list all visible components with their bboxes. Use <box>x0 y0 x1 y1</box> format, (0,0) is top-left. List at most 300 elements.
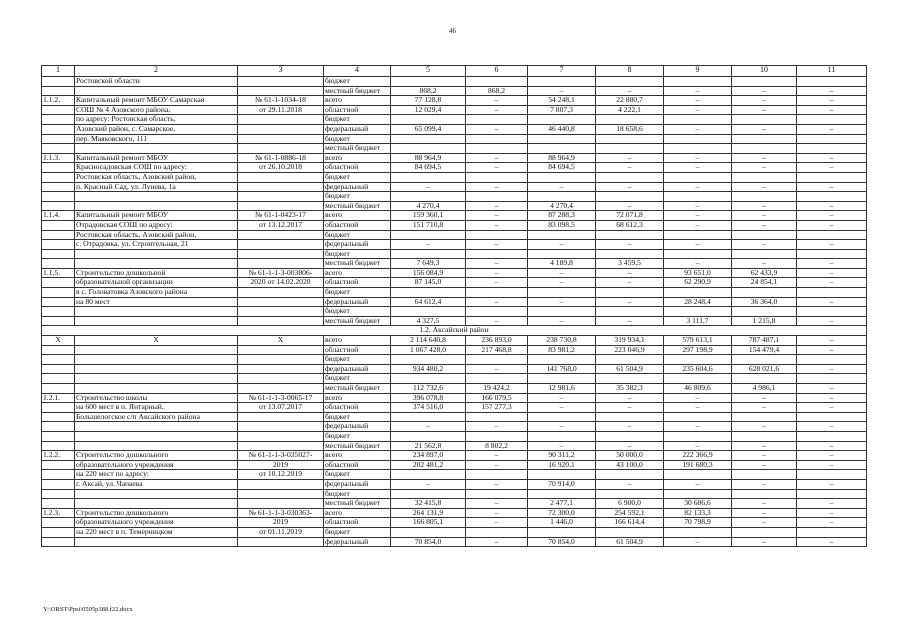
object-name: Ростовская область, Азовский район, <box>75 172 238 182</box>
amount-cell <box>528 288 596 298</box>
page-number: 46 <box>449 27 456 35</box>
column-header: 1 <box>42 66 75 77</box>
amount-cell <box>528 115 596 125</box>
amount-cell <box>528 249 596 259</box>
item-number <box>42 460 75 470</box>
item-number <box>42 412 75 422</box>
section-title: 1.2. Аксайский район <box>42 326 867 336</box>
amount-cell: – <box>732 479 797 489</box>
table-row <box>42 172 867 182</box>
budget-source: областной <box>324 460 391 470</box>
item-number <box>42 278 75 288</box>
amount-cell: – <box>797 451 867 461</box>
amount-cell <box>797 412 867 422</box>
amount-cell <box>664 230 732 240</box>
amount-cell <box>797 288 867 298</box>
item-number: 1.1.3. <box>42 153 75 163</box>
amount-cell <box>596 172 664 182</box>
amount-cell: – <box>528 422 596 432</box>
amount-cell: 1 067 428,0 <box>391 345 466 355</box>
object-name <box>75 489 238 499</box>
amount-cell: – <box>596 163 664 173</box>
amount-cell: 70 854,0 <box>528 537 596 547</box>
amount-cell: 62 433,9 <box>732 268 797 278</box>
amount-cell: – <box>797 220 867 230</box>
budget-source: всего <box>324 451 391 461</box>
amount-cell: – <box>466 460 528 470</box>
amount-cell: – <box>466 96 528 106</box>
table-row <box>42 124 867 134</box>
amount-cell: 84 694,5 <box>391 163 466 173</box>
amount-cell: 68 612,3 <box>596 220 664 230</box>
document-reference <box>238 412 324 422</box>
object-name <box>75 345 238 355</box>
item-number <box>42 86 75 96</box>
object-name: Ростовская область, Азовский район, <box>75 230 238 240</box>
amount-cell: 83 098,5 <box>528 220 596 230</box>
table-row <box>42 518 867 528</box>
table-row <box>42 499 867 509</box>
amount-cell: 6 900,0 <box>596 499 664 509</box>
amount-cell: 156 084,9 <box>391 268 466 278</box>
amount-cell <box>466 288 528 298</box>
document-reference <box>238 384 324 394</box>
amount-cell: – <box>732 124 797 134</box>
budget-source: бюджет <box>324 172 391 182</box>
item-number <box>42 220 75 230</box>
object-name <box>75 144 238 154</box>
item-number: 1.2.2. <box>42 451 75 461</box>
object-name: пер. Маяковского, 111 <box>75 134 238 144</box>
item-number <box>42 499 75 509</box>
amount-cell <box>466 470 528 480</box>
amount-cell: 43 100,0 <box>596 460 664 470</box>
item-number <box>42 403 75 413</box>
table-row <box>42 537 867 547</box>
amount-cell: – <box>797 105 867 115</box>
amount-cell: – <box>732 220 797 230</box>
object-name <box>75 201 238 211</box>
object-name: г. Аксай, ул. Чапаева <box>75 479 238 489</box>
amount-cell: – <box>732 163 797 173</box>
amount-cell <box>732 412 797 422</box>
object-name <box>75 384 238 394</box>
amount-cell: – <box>466 508 528 518</box>
budget-source: федеральный <box>324 479 391 489</box>
amount-cell: – <box>797 240 867 250</box>
amount-cell <box>391 527 466 537</box>
item-number: 1.2.3. <box>42 508 75 518</box>
amount-cell: 70 914,0 <box>528 479 596 489</box>
amount-cell: 61 504,9 <box>596 537 664 547</box>
column-header: 10 <box>732 66 797 77</box>
amount-cell: 12 029,4 <box>391 105 466 115</box>
table-row <box>42 268 867 278</box>
column-header: 5 <box>391 66 466 77</box>
document-reference <box>238 297 324 307</box>
document-reference <box>238 77 324 87</box>
amount-cell: 217 468,8 <box>466 345 528 355</box>
object-name: на 220 мест в п. Темерницком <box>75 527 238 537</box>
object-name: X <box>75 336 238 346</box>
object-name: образовательного учреждения <box>75 518 238 528</box>
item-number <box>42 134 75 144</box>
item-number <box>42 201 75 211</box>
amount-cell: – <box>797 211 867 221</box>
amount-cell: – <box>797 537 867 547</box>
amount-cell: – <box>466 153 528 163</box>
amount-cell: 24 854,1 <box>732 278 797 288</box>
amount-cell <box>664 77 732 87</box>
amount-cell: – <box>732 105 797 115</box>
budget-source: всего <box>324 96 391 106</box>
amount-cell: 64 612,4 <box>391 297 466 307</box>
amount-cell: 264 131,9 <box>391 508 466 518</box>
amount-cell <box>732 527 797 537</box>
amount-cell: – <box>797 460 867 470</box>
object-name: Ростовской области <box>75 77 238 87</box>
amount-cell: 54 248,1 <box>528 96 596 106</box>
item-number: 1.1.5. <box>42 268 75 278</box>
amount-cell <box>596 470 664 480</box>
budget-source: местный бюджет <box>324 144 391 154</box>
item-number <box>42 316 75 326</box>
table-row <box>42 364 867 374</box>
amount-cell: – <box>664 182 732 192</box>
object-name: Строительство дошкольного <box>75 508 238 518</box>
amount-cell <box>391 249 466 259</box>
object-name: Строительство школы <box>75 393 238 403</box>
item-number <box>42 489 75 499</box>
amount-cell: 151 710,8 <box>391 220 466 230</box>
amount-cell: – <box>596 201 664 211</box>
table-row <box>42 479 867 489</box>
amount-cell: – <box>528 182 596 192</box>
amount-cell: – <box>664 259 732 269</box>
amount-cell: – <box>797 259 867 269</box>
budget-source: местный бюджет <box>324 499 391 509</box>
object-name: с. Отрадовка, ул. Строительная, 21 <box>75 240 238 250</box>
amount-cell: – <box>797 508 867 518</box>
object-name <box>75 441 238 451</box>
amount-cell <box>596 355 664 365</box>
amount-cell <box>528 144 596 154</box>
amount-cell: – <box>797 163 867 173</box>
amount-cell: 154 479,4 <box>732 345 797 355</box>
amount-cell: – <box>528 278 596 288</box>
amount-cell <box>466 527 528 537</box>
document-reference <box>238 249 324 259</box>
document-reference <box>238 431 324 441</box>
amount-cell: – <box>664 124 732 134</box>
table-row <box>42 403 867 413</box>
budget-source: областной <box>324 105 391 115</box>
amount-cell <box>797 431 867 441</box>
budget-source: всего <box>324 393 391 403</box>
item-number <box>42 144 75 154</box>
amount-cell <box>664 115 732 125</box>
column-header: 3 <box>238 66 324 77</box>
amount-cell: 70 798,9 <box>664 518 732 528</box>
amount-cell: 77 128,8 <box>391 96 466 106</box>
item-number <box>42 355 75 365</box>
amount-cell <box>664 470 732 480</box>
amount-cell <box>528 192 596 202</box>
amount-cell: – <box>732 240 797 250</box>
amount-cell: 36 364,0 <box>732 297 797 307</box>
object-name: образовательного учреждения <box>75 460 238 470</box>
object-name <box>75 374 238 384</box>
table-row <box>42 192 867 202</box>
amount-cell: 191 680,3 <box>664 460 732 470</box>
amount-cell <box>391 172 466 182</box>
document-reference: № 61-1-0423-17 <box>238 211 324 221</box>
document-reference: 2020 от 14.02.2020 <box>238 278 324 288</box>
document-reference <box>238 422 324 432</box>
document-reference <box>238 499 324 509</box>
item-number <box>42 240 75 250</box>
amount-cell: 4 327,5 <box>391 316 466 326</box>
amount-cell <box>797 489 867 499</box>
amount-cell <box>732 355 797 365</box>
item-number: X <box>42 336 75 346</box>
amount-cell: – <box>797 479 867 489</box>
table-row <box>42 374 867 384</box>
object-name: по адресу: Ростовская область, <box>75 115 238 125</box>
amount-cell <box>466 374 528 384</box>
amount-cell <box>596 489 664 499</box>
amount-cell <box>466 134 528 144</box>
table-row <box>42 422 867 432</box>
amount-cell: 4 189,8 <box>528 259 596 269</box>
amount-cell <box>596 230 664 240</box>
amount-cell <box>528 77 596 87</box>
amount-cell: – <box>797 499 867 509</box>
column-header: 6 <box>466 66 528 77</box>
object-name: на 600 мест в п. Янтарный, <box>75 403 238 413</box>
object-name <box>75 249 238 259</box>
document-reference <box>238 479 324 489</box>
amount-cell <box>596 77 664 87</box>
object-name <box>75 259 238 269</box>
amount-cell <box>466 355 528 365</box>
amount-cell: 934 480,2 <box>391 364 466 374</box>
item-number <box>42 431 75 441</box>
amount-cell: 579 613,1 <box>664 336 732 346</box>
document-reference <box>238 230 324 240</box>
item-number <box>42 115 75 125</box>
amount-cell: – <box>664 422 732 432</box>
amount-cell: 4 222,1 <box>596 105 664 115</box>
amount-cell: – <box>732 508 797 518</box>
table-header-row <box>42 66 867 77</box>
item-number <box>42 527 75 537</box>
item-number <box>42 364 75 374</box>
file-path-footer: Y:\ORST\Ppsi\0505p388.f22.docx <box>43 606 133 613</box>
column-header: 4 <box>324 66 391 77</box>
amount-cell <box>528 230 596 240</box>
amount-cell: 112 732,6 <box>391 384 466 394</box>
document-reference <box>238 307 324 317</box>
object-name: Азовский район, с. Самарское, <box>75 124 238 134</box>
amount-cell: 4 986,1 <box>732 384 797 394</box>
amount-cell <box>528 307 596 317</box>
amount-cell: – <box>664 537 732 547</box>
document-reference <box>238 201 324 211</box>
amount-cell: 72 071,8 <box>596 211 664 221</box>
amount-cell <box>466 307 528 317</box>
amount-cell <box>664 288 732 298</box>
amount-cell: – <box>797 153 867 163</box>
amount-cell: 166 079,5 <box>466 393 528 403</box>
object-name: на 220 мест по адресу: <box>75 470 238 480</box>
amount-cell <box>797 134 867 144</box>
document-reference <box>238 172 324 182</box>
budget-source: бюджет <box>324 288 391 298</box>
item-number <box>42 249 75 259</box>
item-number <box>42 307 75 317</box>
amount-cell <box>664 172 732 182</box>
budget-source: федеральный <box>324 364 391 374</box>
document-reference <box>238 489 324 499</box>
amount-cell: 30 686,6 <box>664 499 732 509</box>
amount-cell <box>664 355 732 365</box>
column-header: 11 <box>797 66 867 77</box>
amount-cell: – <box>797 297 867 307</box>
amount-cell: 16 920,1 <box>528 460 596 470</box>
object-name <box>75 431 238 441</box>
table-row <box>42 345 867 355</box>
table-row <box>42 115 867 125</box>
amount-cell: – <box>732 393 797 403</box>
amount-cell <box>528 134 596 144</box>
amount-cell: – <box>732 422 797 432</box>
item-number <box>42 77 75 87</box>
amount-cell <box>528 470 596 480</box>
amount-cell: – <box>466 316 528 326</box>
amount-cell: – <box>466 499 528 509</box>
amount-cell: 88 964,9 <box>528 153 596 163</box>
object-name: в с. Головатовка Азовского района <box>75 288 238 298</box>
amount-cell: – <box>664 153 732 163</box>
item-number <box>42 374 75 384</box>
amount-cell: – <box>466 268 528 278</box>
amount-cell: – <box>596 422 664 432</box>
amount-cell <box>596 374 664 384</box>
item-number <box>42 384 75 394</box>
budget-source: областной <box>324 345 391 355</box>
amount-cell <box>664 412 732 422</box>
document-reference <box>238 182 324 192</box>
amount-cell <box>528 355 596 365</box>
table-row <box>42 77 867 87</box>
amount-cell: – <box>732 182 797 192</box>
amount-cell: – <box>797 441 867 451</box>
amount-cell: 62 290,9 <box>664 278 732 288</box>
amount-cell: – <box>528 316 596 326</box>
amount-cell <box>596 249 664 259</box>
amount-cell: 1 446,0 <box>528 518 596 528</box>
amount-cell: 236 893,0 <box>466 336 528 346</box>
amount-cell <box>596 431 664 441</box>
budget-source: бюджет <box>324 412 391 422</box>
amount-cell: – <box>466 451 528 461</box>
amount-cell: – <box>466 220 528 230</box>
amount-cell: 4 270,4 <box>391 201 466 211</box>
table-row <box>42 451 867 461</box>
amount-cell: 72 300,0 <box>528 508 596 518</box>
document-reference: № 61-1-1-3-035027- <box>238 451 324 461</box>
section-row <box>42 326 867 336</box>
item-number <box>42 441 75 451</box>
amount-cell: – <box>596 240 664 250</box>
amount-cell <box>797 144 867 154</box>
amount-cell: 2 477,1 <box>528 499 596 509</box>
table-row <box>42 288 867 298</box>
amount-cell: – <box>797 124 867 134</box>
table-row <box>42 86 867 96</box>
amount-cell: – <box>664 220 732 230</box>
document-reference: от 26.10.2018 <box>238 163 324 173</box>
amount-cell <box>732 431 797 441</box>
amount-cell <box>466 144 528 154</box>
document-reference <box>238 288 324 298</box>
amount-cell: – <box>732 201 797 211</box>
amount-cell: – <box>797 268 867 278</box>
amount-cell: 84 694,5 <box>528 163 596 173</box>
amount-cell: 46 440,8 <box>528 124 596 134</box>
object-name <box>75 422 238 432</box>
amount-cell: 628 021,6 <box>732 364 797 374</box>
item-number: 1.1.2. <box>42 96 75 106</box>
amount-cell: – <box>528 297 596 307</box>
amount-cell: – <box>596 182 664 192</box>
amount-cell <box>596 134 664 144</box>
budget-source: областной <box>324 220 391 230</box>
budget-source: местный бюджет <box>324 201 391 211</box>
amount-cell: 235 604,6 <box>664 364 732 374</box>
amount-cell: 90 311,2 <box>528 451 596 461</box>
amount-cell: – <box>664 441 732 451</box>
amount-cell: – <box>466 297 528 307</box>
budget-source: бюджет <box>324 115 391 125</box>
amount-cell <box>466 115 528 125</box>
budget-source: всего <box>324 268 391 278</box>
table-row <box>42 508 867 518</box>
budget-source: бюджет <box>324 374 391 384</box>
document-reference <box>238 192 324 202</box>
amount-cell <box>664 192 732 202</box>
amount-cell <box>596 307 664 317</box>
amount-cell: 65 099,4 <box>391 124 466 134</box>
document-reference <box>238 537 324 547</box>
document-reference <box>238 355 324 365</box>
item-number <box>42 518 75 528</box>
amount-cell: – <box>797 384 867 394</box>
amount-cell: – <box>466 537 528 547</box>
amount-cell <box>391 144 466 154</box>
amount-cell: 8 802,2 <box>466 441 528 451</box>
amount-cell: – <box>466 422 528 432</box>
amount-cell: 18 658,6 <box>596 124 664 134</box>
document-reference <box>238 115 324 125</box>
amount-cell: 7 649,3 <box>391 259 466 269</box>
amount-cell: – <box>596 278 664 288</box>
object-name <box>75 192 238 202</box>
amount-cell <box>391 115 466 125</box>
table-row <box>42 470 867 480</box>
document-reference: от 01.11.2019 <box>238 527 324 537</box>
